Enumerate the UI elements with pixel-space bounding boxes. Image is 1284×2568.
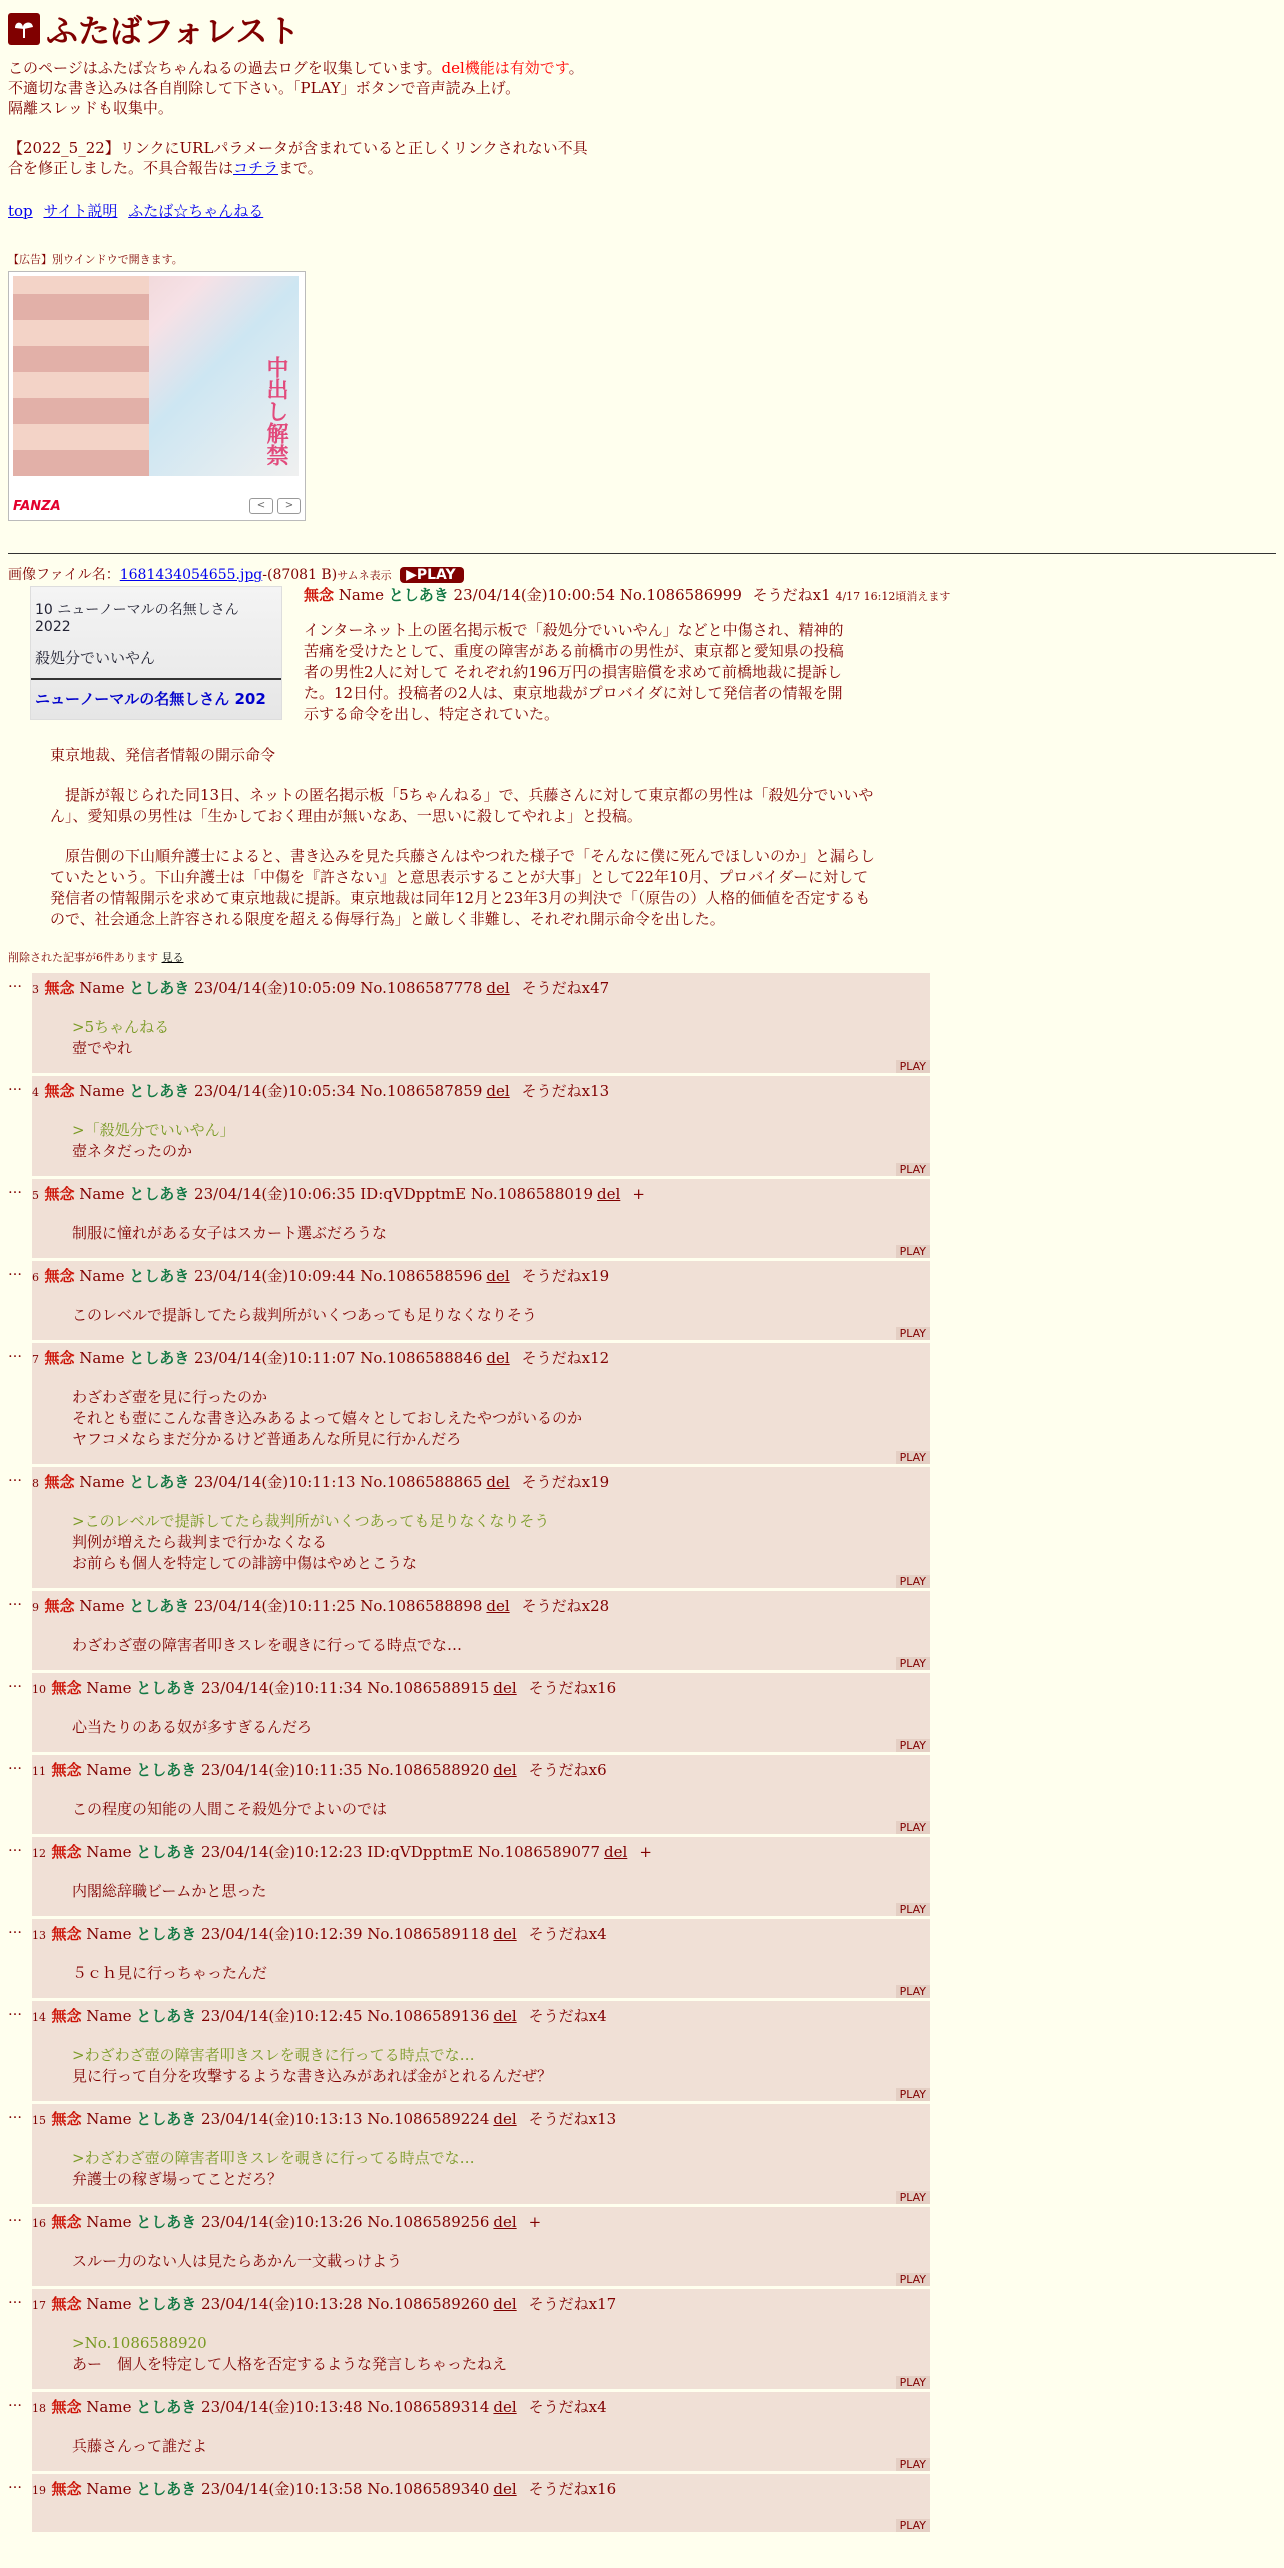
reply-header bbox=[32, 1841, 928, 1865]
reply-menu-icon[interactable]: … bbox=[8, 1469, 22, 1485]
soudane-button[interactable]: そうだねx28 bbox=[521, 1597, 610, 1615]
del-link[interactable]: del bbox=[493, 2398, 517, 2416]
reply-menu-icon[interactable]: … bbox=[8, 1181, 22, 1197]
reply-subject: 無念 bbox=[44, 1082, 75, 1100]
reply-no: No.1086588846 bbox=[360, 1349, 483, 1367]
reply-play-button[interactable]: PLAY bbox=[896, 1657, 930, 1670]
reply-quote: >このレベルで提訴してたら裁判所がいくつあっても足りなくなりそう bbox=[72, 1512, 550, 1530]
play-button[interactable]: ▶PLAY bbox=[400, 567, 464, 583]
reply-no: No.1086587859 bbox=[360, 1082, 483, 1100]
reply-post bbox=[32, 1673, 930, 1752]
reply-subject: 無念 bbox=[51, 2110, 82, 2128]
reply-name: としあき bbox=[129, 1473, 190, 1491]
reply-quote: >わざわざ壺の障害者叩きスレを覗きに行ってる時点でな… bbox=[72, 2149, 475, 2167]
reply-header bbox=[32, 2478, 928, 2502]
reply-body bbox=[72, 1511, 928, 1574]
reply-text-line: 制服に憧れがある女子はスカート選ぶだろうな bbox=[72, 1224, 388, 1242]
reply-text-line: 壺でやれ bbox=[72, 1039, 133, 1057]
del-link[interactable]: del bbox=[493, 2480, 517, 2498]
reply-row bbox=[8, 1837, 1276, 1916]
del-link[interactable]: del bbox=[493, 1925, 517, 1943]
reply-post bbox=[32, 1179, 930, 1258]
name-label: Name bbox=[86, 2480, 132, 2498]
ad-note: 【広告】別ウインドウで開きます。 bbox=[8, 253, 183, 266]
reply-number: 18 bbox=[32, 2402, 50, 2415]
reply-date: 23/04/14(金)10:11:35 bbox=[201, 1761, 363, 1779]
reply-menu-icon[interactable]: … bbox=[8, 2476, 22, 2492]
reply-number: 4 bbox=[32, 1086, 43, 1099]
op-header: 無念 Name としあき 23/04/14(金)10:00:54 No.1086586999 そうだねx1 4/17 16:12頃消えます bbox=[304, 586, 951, 604]
reply-body bbox=[72, 2251, 928, 2272]
ad-banner[interactable] bbox=[8, 271, 306, 521]
reply-body bbox=[72, 1717, 928, 1738]
reply-name: としあき bbox=[136, 2007, 197, 2025]
reply-no: No.1086588920 bbox=[367, 1761, 490, 1779]
ad-brand-logo: FANZA bbox=[13, 499, 61, 514]
name-label: Name bbox=[79, 1473, 125, 1491]
reply-text-line: 弁護士の稼ぎ場ってことだろ？ bbox=[72, 2170, 283, 2188]
soudane-button[interactable]: + bbox=[528, 2213, 542, 2231]
reply-name: としあき bbox=[136, 1761, 197, 1779]
soudane-button[interactable]: そうだねx47 bbox=[521, 979, 610, 997]
name-label: Name bbox=[79, 1349, 125, 1367]
reply-body bbox=[72, 1387, 928, 1450]
nav-about-link[interactable]: サイト説明 bbox=[43, 202, 118, 220]
del-link[interactable]: del bbox=[486, 1349, 510, 1367]
reply-post bbox=[32, 1755, 930, 1834]
reply-date: 23/04/14(金)10:12:23 ID:qVDpptmE bbox=[201, 1843, 474, 1861]
reply-play-button[interactable]: PLAY bbox=[896, 2519, 930, 2532]
soudane-button[interactable]: そうだねx6 bbox=[528, 1761, 607, 1779]
ad-next-button[interactable]: > bbox=[277, 498, 301, 514]
reply-number: 5 bbox=[32, 1189, 43, 1202]
reply-header bbox=[32, 1759, 928, 1783]
reply-header bbox=[32, 1471, 928, 1495]
show-deleted-link[interactable]: 見る bbox=[161, 951, 184, 964]
reply-menu-icon[interactable]: … bbox=[8, 1757, 22, 1773]
expire-time: 4/17 16:12頃消えます bbox=[835, 590, 951, 603]
del-link[interactable]: del bbox=[493, 2007, 517, 2025]
reply-date: 23/04/14(金)10:05:09 bbox=[194, 979, 356, 997]
reply-no: No.1086589260 bbox=[367, 2295, 490, 2313]
reply-body bbox=[72, 2436, 928, 2457]
reply-text-line: 心当たりのある奴が多すぎるんだろ bbox=[72, 1718, 313, 1736]
del-link[interactable]: del bbox=[493, 1761, 517, 1779]
reply-row bbox=[8, 1673, 1276, 1752]
reply-quote: >わざわざ壺の障害者叩きスレを覗きに行ってる時点でな… bbox=[72, 2046, 475, 2064]
reply-body bbox=[72, 2148, 928, 2190]
del-link[interactable]: del bbox=[486, 1597, 510, 1615]
reply-body bbox=[72, 1120, 928, 1162]
name-label: Name bbox=[79, 1267, 125, 1285]
op-body: 東京地裁、発信者情報の開示命令 提訴が報じられた同13日、ネットの匿名掲示板「5ちゃんねる」で、兵藤さんに対して東京都の男性は「殺処分でいいやん」、愛知県の男性は「生かしておく理由が無いなあ、一思いに殺してやれよ」と投稿。 原告側の下山順弁護士によると、書き込みを見た兵藤さんはやつれた様子で「そんなに僕に死んでほしいのか」と漏らしていたという。下山弁護士は「中傷を『許さない』と意思表示することが大事」として22年10月、プロバイダーに対して発信者の情報開示を求めて東京地裁に提訴。東京地裁は同年12月と23年3月の判決で「（原告の）人格的価値を否定するもので、社会通念上許容される限度を超える侮辱行為」と厳しく非難し、それぞれ開示命令を出した。 bbox=[50, 746, 876, 928]
reply-number: 7 bbox=[32, 1353, 43, 1366]
reply-menu-icon[interactable]: … bbox=[8, 1263, 22, 1279]
reply-play-button[interactable]: PLAY bbox=[896, 1451, 930, 1464]
del-link[interactable]: del bbox=[493, 2110, 517, 2128]
reply-menu-icon[interactable]: … bbox=[8, 1593, 22, 1609]
thumb-toggle[interactable]: サムネ表示 bbox=[337, 569, 392, 582]
name-label: Name bbox=[86, 2213, 132, 2231]
reply-header bbox=[32, 2005, 928, 2029]
reply-row bbox=[8, 1076, 1276, 1176]
reply-text-line: 判例が増えたら裁判まで行かなくなる bbox=[72, 1533, 328, 1551]
reply-row bbox=[8, 1343, 1276, 1464]
reply-no: No.1086589224 bbox=[367, 2110, 490, 2128]
reply-date: 23/04/14(金)10:13:58 bbox=[201, 2480, 363, 2498]
reply-row bbox=[8, 1261, 1276, 1340]
reply-text-line: あー 個人を特定して人格を否定するような発言しちゃったねえ bbox=[72, 2355, 508, 2373]
reply-play-button[interactable]: PLAY bbox=[896, 1245, 930, 1258]
reply-no: No.1086589256 bbox=[367, 2213, 490, 2231]
reply-row bbox=[8, 1467, 1276, 1588]
soudane-button[interactable]: そうだねx4 bbox=[528, 2398, 607, 2416]
op-thumbnail[interactable]: 10 ニューノーマルの名無しさん 2022 殺処分でいいやん ニューノーマルの名無しさん 202 bbox=[30, 586, 282, 720]
reply-date: 23/04/14(金)10:13:26 bbox=[201, 2213, 363, 2231]
reply-name: としあき bbox=[136, 2295, 197, 2313]
reply-name: としあき bbox=[136, 2110, 197, 2128]
reply-body bbox=[72, 2045, 928, 2087]
reply-subject: 無念 bbox=[44, 1597, 75, 1615]
reply-post bbox=[32, 1343, 930, 1464]
reply-play-button[interactable]: PLAY bbox=[896, 2376, 930, 2389]
site-description: このページはふたば☆ちゃんねるの過去ログを収集しています。del機能は有効です。不適切な書き込みは各自削除して下さい。「PLAY」ボタンで音声読み上げ。 隔離スレッドも収集中。 bbox=[8, 59, 584, 117]
reply-name: としあき bbox=[136, 2213, 197, 2231]
reply-post bbox=[32, 2474, 930, 2532]
reply-play-button[interactable]: PLAY bbox=[896, 1985, 930, 1998]
reply-header bbox=[32, 1677, 928, 1701]
name-label: Name bbox=[79, 1185, 125, 1203]
soudane-button[interactable]: + bbox=[639, 1843, 652, 1861]
reply-text-line: スルー力のない人は見たらあかん一文載っけよう bbox=[72, 2252, 403, 2270]
reply-subject: 無念 bbox=[51, 2213, 82, 2231]
reply-body bbox=[72, 2333, 928, 2375]
reply-body bbox=[72, 1223, 928, 1244]
reply-play-button[interactable]: PLAY bbox=[896, 1327, 930, 1340]
op-body-first: インターネット上の匿名掲示板で「殺処分でいいやん」などと中傷され、精神的苦痛を受けたとして、重度の障害がある前橋市の男性が、東京都と愛知県の投稿者の男性2人に対して それぞれ約196万円の損害賠償を求めて前橋地裁に提訴した。12日付。投稿者の2人は、東京地裁がプロバイダに対して発信者の情報を開示する命令を出し、特定されていた。 bbox=[304, 621, 844, 723]
del-link[interactable]: del bbox=[486, 1473, 510, 1491]
reply-text-line: 兵藤さんって誰だよ bbox=[72, 2437, 208, 2455]
reply-number: 11 bbox=[32, 1765, 50, 1778]
reply-quote: >5ちゃんねる bbox=[72, 1018, 170, 1036]
reply-no: No.1086588865 bbox=[360, 1473, 483, 1491]
reply-play-button[interactable]: PLAY bbox=[896, 2191, 930, 2204]
bug-report-link[interactable]: コチラ bbox=[233, 159, 279, 177]
reply-body bbox=[72, 1305, 928, 1326]
reply-row bbox=[8, 1179, 1276, 1258]
reply-header bbox=[32, 2396, 928, 2420]
reply-number: 6 bbox=[32, 1271, 43, 1284]
reply-body bbox=[72, 1881, 928, 1902]
reply-header bbox=[32, 2293, 928, 2317]
reply-menu-icon[interactable]: … bbox=[8, 2291, 22, 2307]
name-label: Name bbox=[86, 2007, 132, 2025]
reply-name: としあき bbox=[129, 1185, 190, 1203]
reply-no: No.1086589118 bbox=[367, 1925, 490, 1943]
reply-subject: 無念 bbox=[44, 1185, 75, 1203]
reply-row bbox=[8, 2474, 1276, 2532]
reply-date: 23/04/14(金)10:13:28 bbox=[201, 2295, 363, 2313]
ad-text: 中出し解禁 bbox=[263, 356, 288, 466]
reply-number: 12 bbox=[32, 1847, 50, 1860]
reply-subject: 無念 bbox=[51, 1761, 82, 1779]
reply-date: 23/04/14(金)10:13:13 bbox=[201, 2110, 363, 2128]
soudane-button[interactable]: そうだねx19 bbox=[521, 1267, 610, 1285]
reply-number: 14 bbox=[32, 2011, 50, 2024]
reply-play-button[interactable]: PLAY bbox=[896, 1060, 930, 1073]
soudane-button[interactable]: そうだねx1 bbox=[752, 586, 831, 604]
ad-prev-button[interactable]: < bbox=[249, 498, 273, 514]
reply-subject: 無念 bbox=[51, 1925, 82, 1943]
reply-post bbox=[32, 2289, 930, 2389]
reply-post bbox=[32, 1591, 930, 1670]
reply-menu-icon[interactable]: … bbox=[8, 1675, 22, 1691]
name-label: Name bbox=[79, 1597, 125, 1615]
reply-text-line: お前らも個人を特定しての誹謗中傷はやめとこうな bbox=[72, 1554, 418, 1572]
site-title: ふたばフォレスト bbox=[8, 6, 1276, 52]
reply-number: 13 bbox=[32, 1929, 50, 1942]
reply-header bbox=[32, 1923, 928, 1947]
reply-menu-icon[interactable]: … bbox=[8, 1839, 22, 1855]
soudane-button[interactable]: そうだねx19 bbox=[521, 1473, 610, 1491]
nav-futaba-link[interactable]: ふたば☆ちゃんねる bbox=[128, 202, 264, 220]
reply-row bbox=[8, 1755, 1276, 1834]
ad-image-collage bbox=[13, 276, 149, 476]
reply-no: No.1086589314 bbox=[367, 2398, 490, 2416]
reply-date: 23/04/14(金)10:11:07 bbox=[194, 1349, 356, 1367]
reply-subject: 無念 bbox=[51, 1843, 82, 1861]
reply-post bbox=[32, 973, 930, 1073]
reply-menu-icon[interactable]: … bbox=[8, 975, 22, 991]
reply-header bbox=[32, 2211, 928, 2235]
reply-date: 23/04/14(金)10:11:34 bbox=[201, 1679, 363, 1697]
reply-post bbox=[32, 2001, 930, 2101]
reply-subject: 無念 bbox=[44, 979, 75, 997]
reply-number: 16 bbox=[32, 2217, 50, 2230]
reply-no: No.1086589077 bbox=[477, 1843, 601, 1861]
reply-no: No.1086589340 bbox=[367, 2480, 490, 2498]
reply-name: としあき bbox=[129, 1349, 190, 1367]
reply-header bbox=[32, 1347, 928, 1371]
del-link[interactable]: del bbox=[597, 1185, 621, 1203]
reply-post bbox=[32, 2207, 930, 2286]
del-link[interactable]: del bbox=[486, 1267, 510, 1285]
soudane-button[interactable]: そうだねx16 bbox=[528, 2480, 617, 2498]
name-label: Name bbox=[79, 979, 125, 997]
reply-subject: 無念 bbox=[51, 1679, 82, 1697]
notice: 【2022_5_22】リンクにURLパラメータが含まれていると正しくリンクされない不具合を修正しました。不具合報告はコチラまで。 bbox=[8, 139, 588, 177]
reply-date: 23/04/14(金)10:09:44 bbox=[194, 1267, 356, 1285]
divider bbox=[8, 553, 1276, 554]
reply-menu-icon[interactable]: … bbox=[8, 2394, 22, 2410]
reply-play-button[interactable]: PLAY bbox=[896, 1903, 930, 1916]
reply-body bbox=[72, 1017, 928, 1059]
reply-play-button[interactable]: PLAY bbox=[896, 2088, 930, 2101]
name-label: Name bbox=[86, 2398, 132, 2416]
reply-body bbox=[72, 1635, 928, 1656]
reply-row bbox=[8, 2207, 1276, 2286]
file-link[interactable]: 1681434054655.jpg bbox=[119, 567, 263, 583]
reply-row bbox=[8, 2104, 1276, 2204]
reply-name: としあき bbox=[136, 1843, 197, 1861]
reply-row bbox=[8, 973, 1276, 1073]
reply-quote: >No.1086588920 bbox=[72, 2334, 207, 2352]
del-link[interactable]: del bbox=[604, 1843, 628, 1861]
del-link[interactable]: del bbox=[486, 1082, 510, 1100]
op-post bbox=[8, 564, 1276, 930]
reply-text-line: ５ｃｈ見に行っちゃったんだ bbox=[72, 1964, 268, 1982]
soudane-button[interactable]: そうだねx17 bbox=[528, 2295, 617, 2313]
soudane-button[interactable]: そうだねx4 bbox=[528, 2007, 607, 2025]
reply-no: No.1086587778 bbox=[360, 979, 483, 997]
reply-no: No.1086589136 bbox=[367, 2007, 490, 2025]
soudane-button[interactable]: そうだねx12 bbox=[521, 1349, 610, 1367]
reply-play-button[interactable]: PLAY bbox=[896, 1739, 930, 1752]
reply-text-line: それとも壺にこんな書き込みあるよって嬉々としておしえたやつがいるのか bbox=[72, 1409, 583, 1427]
reply-text-line: わざわざ壺を見に行ったのか bbox=[72, 1388, 268, 1406]
reply-subject: 無念 bbox=[44, 1267, 75, 1285]
name-label: Name bbox=[86, 2110, 132, 2128]
reply-no: No.1086588915 bbox=[367, 1679, 490, 1697]
reply-play-button[interactable]: PLAY bbox=[896, 1821, 930, 1834]
reply-number: 15 bbox=[32, 2114, 50, 2127]
reply-header bbox=[32, 1183, 928, 1207]
reply-row bbox=[8, 2001, 1276, 2101]
reply-header bbox=[32, 1595, 928, 1619]
reply-text-line: このレベルで提訴してたら裁判所がいくつあっても足りなくなりそう bbox=[72, 1306, 537, 1324]
file-info: 画像ファイル名：1681434054655.jpg-(87081 B)サムネ表示 ▶PLAY bbox=[8, 564, 1276, 584]
reply-list bbox=[8, 973, 1276, 2532]
reply-date: 23/04/14(金)10:12:39 bbox=[201, 1925, 363, 1943]
reply-name: としあき bbox=[129, 1267, 190, 1285]
reply-subject: 無念 bbox=[44, 1349, 75, 1367]
reply-menu-icon[interactable]: … bbox=[8, 1078, 22, 1094]
reply-date: 23/04/14(金)10:05:34 bbox=[194, 1082, 356, 1100]
reply-number: 19 bbox=[32, 2484, 50, 2497]
reply-subject: 無念 bbox=[51, 2480, 82, 2498]
soudane-button[interactable]: そうだねx13 bbox=[528, 2110, 617, 2128]
reply-subject: 無念 bbox=[44, 1473, 75, 1491]
reply-body bbox=[72, 1799, 928, 1820]
reply-date: 23/04/14(金)10:13:48 bbox=[201, 2398, 363, 2416]
reply-subject: 無念 bbox=[51, 2398, 82, 2416]
leaf-logo-icon bbox=[8, 13, 40, 45]
reply-menu-icon[interactable]: … bbox=[8, 1345, 22, 1361]
reply-text-line: ヤフコメならまだ分かるけど普通あんな所見に行かんだろ bbox=[72, 1430, 462, 1448]
reply-date: 23/04/14(金)10:06:35 ID:qVDpptmE bbox=[194, 1185, 467, 1203]
name-label: Name bbox=[86, 1761, 132, 1779]
soudane-button[interactable]: そうだねx4 bbox=[528, 1925, 607, 1943]
reply-name: としあき bbox=[129, 1082, 190, 1100]
reply-number: 10 bbox=[32, 1683, 50, 1696]
reply-name: としあき bbox=[136, 1679, 197, 1697]
del-link[interactable]: del bbox=[493, 2213, 517, 2231]
reply-row bbox=[8, 1591, 1276, 1670]
reply-post bbox=[32, 1467, 930, 1588]
reply-number: 9 bbox=[32, 1601, 43, 1614]
reply-header bbox=[32, 977, 928, 1001]
reply-header bbox=[32, 2108, 928, 2132]
reply-date: 23/04/14(金)10:11:13 bbox=[194, 1473, 356, 1491]
soudane-button[interactable]: + bbox=[632, 1185, 645, 1203]
reply-quote: >「殺処分でいいやん」 bbox=[72, 1121, 235, 1139]
name-label: Name bbox=[86, 1925, 132, 1943]
reply-name: としあき bbox=[129, 1597, 190, 1615]
name-label: Name bbox=[86, 1843, 132, 1861]
reply-name: としあき bbox=[129, 979, 190, 997]
reply-body bbox=[72, 1963, 928, 1984]
soudane-button[interactable]: そうだねx13 bbox=[521, 1082, 610, 1100]
del-link[interactable]: del bbox=[493, 1679, 517, 1697]
reply-subject: 無念 bbox=[51, 2295, 82, 2313]
nav-top-link[interactable]: top bbox=[8, 202, 33, 220]
reply-menu-icon[interactable]: … bbox=[8, 2003, 22, 2019]
ad-image[interactable] bbox=[13, 276, 299, 476]
reply-date: 23/04/14(金)10:12:45 bbox=[201, 2007, 363, 2025]
reply-post bbox=[32, 1919, 930, 1998]
reply-name: としあき bbox=[136, 2480, 197, 2498]
reply-no: No.1086588898 bbox=[360, 1597, 483, 1615]
reply-text-line: わざわざ壺の障害者叩きスレを覗きに行ってる時点でな… bbox=[72, 1636, 463, 1654]
name-label: Name bbox=[86, 1679, 132, 1697]
reply-number: 17 bbox=[32, 2299, 50, 2312]
reply-header bbox=[32, 1265, 928, 1289]
reply-row bbox=[8, 2289, 1276, 2389]
deleted-note: 削除された記事が6件あります 見る bbox=[8, 951, 184, 964]
reply-row bbox=[8, 1919, 1276, 1998]
reply-text-line: 内閣総辞職ビームかと思った bbox=[72, 1882, 267, 1900]
reply-subject: 無念 bbox=[51, 2007, 82, 2025]
reply-post bbox=[32, 1837, 930, 1916]
reply-play-button[interactable]: PLAY bbox=[896, 2458, 930, 2471]
reply-name: としあき bbox=[136, 1925, 197, 1943]
reply-no: No.1086588596 bbox=[360, 1267, 483, 1285]
reply-play-button[interactable]: PLAY bbox=[896, 1575, 930, 1588]
reply-text-line: 壺ネタだったのか bbox=[72, 1142, 193, 1160]
reply-header bbox=[32, 1080, 928, 1104]
reply-name: としあき bbox=[136, 2398, 197, 2416]
reply-play-button[interactable]: PLAY bbox=[896, 2273, 930, 2286]
reply-no: No.1086588019 bbox=[470, 1185, 594, 1203]
reply-text-line: 見に行って自分を攻撃するような書き込みがあれば金がとれるんだぜ？ bbox=[72, 2067, 553, 2085]
reply-post bbox=[32, 2104, 930, 2204]
reply-row bbox=[8, 2392, 1276, 2471]
nav-links bbox=[8, 200, 1276, 221]
del-link[interactable]: del bbox=[493, 2295, 517, 2313]
reply-post bbox=[32, 1076, 930, 1176]
reply-date: 23/04/14(金)10:11:25 bbox=[194, 1597, 356, 1615]
reply-text-line: この程度の知能の人間こそ殺処分でよいのでは bbox=[72, 1800, 388, 1818]
reply-number: 8 bbox=[32, 1477, 43, 1490]
reply-post bbox=[32, 2392, 930, 2471]
reply-menu-icon[interactable]: … bbox=[8, 2209, 22, 2225]
del-link[interactable]: del bbox=[486, 979, 510, 997]
reply-post bbox=[32, 1261, 930, 1340]
reply-menu-icon[interactable]: … bbox=[8, 2106, 22, 2122]
name-label: Name bbox=[79, 1082, 125, 1100]
reply-play-button[interactable]: PLAY bbox=[896, 1163, 930, 1176]
name-label: Name bbox=[86, 2295, 132, 2313]
soudane-button[interactable]: そうだねx16 bbox=[528, 1679, 617, 1697]
reply-menu-icon[interactable]: … bbox=[8, 1921, 22, 1937]
reply-number: 3 bbox=[32, 983, 43, 996]
